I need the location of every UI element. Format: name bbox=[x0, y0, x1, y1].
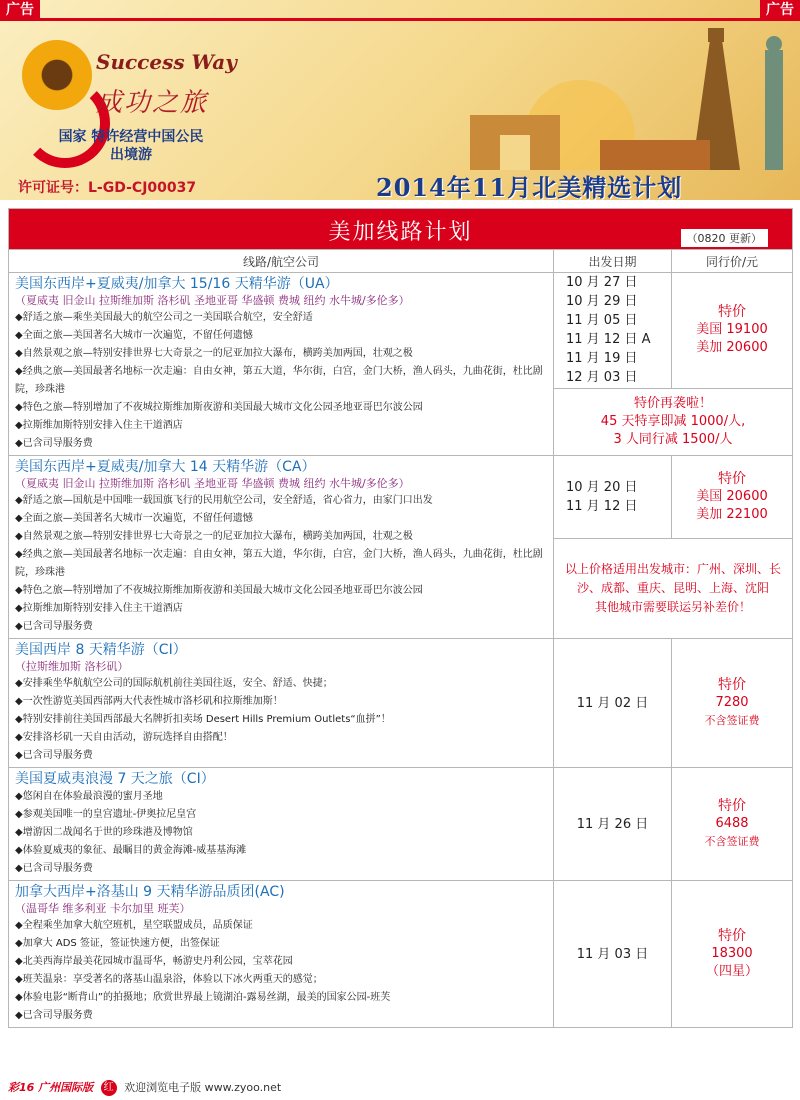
route-feature: ◆特色之旅—特别增加了不夜城拉斯维加斯夜游和美国最大城市文化公园圣地亚哥巴尔波公园 bbox=[15, 402, 423, 413]
price-label: 特价 bbox=[718, 928, 746, 944]
route-cell bbox=[9, 881, 554, 1028]
table-title: 美加线路计划 bbox=[328, 220, 473, 245]
page-number: 彩16 广州国际版 bbox=[8, 1081, 94, 1094]
table-row bbox=[9, 273, 793, 389]
departure-dates bbox=[554, 273, 672, 389]
landmarks-illustration bbox=[430, 20, 800, 170]
route-cities: （夏威夷 旧金山 拉斯维加斯 洛杉矶 圣地亚哥 华盛顿 费城 纽约 水牛城/多伦多） bbox=[15, 294, 410, 307]
price-note: 其他城市需要联运另补差价！ bbox=[595, 600, 752, 615]
price-cell bbox=[672, 881, 793, 1028]
route-feature: ◆增游因二战闻名于世的珍珠港及博物馆 bbox=[15, 827, 193, 838]
route-feature: ◆已含司导服务费 bbox=[15, 863, 93, 874]
route-feature: ◆特色之旅—特别增加了不夜城拉斯维加斯夜游和美国最大城市文化公园圣地亚哥巴尔波公园 bbox=[15, 585, 423, 596]
price-cell bbox=[672, 456, 793, 539]
table-banner bbox=[9, 209, 793, 250]
price-label: 特价 bbox=[718, 798, 746, 814]
route-title: 美国夏威夷浪漫 7 天之旅（CI） bbox=[15, 771, 215, 787]
price-cell bbox=[672, 273, 793, 389]
route-title: 美国东西岸+夏威夷/加拿大 14 天精华游（CA） bbox=[15, 459, 316, 475]
brand-name-cn: 成功之旅 bbox=[96, 88, 209, 118]
price-label: 特价 bbox=[718, 471, 746, 488]
tagline bbox=[36, 128, 226, 164]
route-feature: ◆特别安排前往美国西部最大名牌折扣卖场 Desert Hills Premium Outlets“血拼”！ bbox=[15, 714, 391, 725]
route-feature: ◆全面之旅—美国著名大城市一次遍览，不留任何遗憾 bbox=[15, 513, 253, 524]
sunflower-icon bbox=[22, 40, 92, 110]
page-footer bbox=[8, 1079, 281, 1099]
table-row bbox=[9, 639, 793, 768]
table-row bbox=[9, 881, 793, 1028]
route-feature: ◆加拿大 ADS 签证，签证快速方便，出签保证 bbox=[15, 938, 220, 949]
route-cell bbox=[9, 639, 554, 768]
ad-tag-left: 广告 bbox=[0, 0, 40, 20]
tagline-line-2: 出境游 bbox=[110, 147, 152, 163]
departure-date: 11 月 05 日 bbox=[566, 313, 638, 329]
route-feature: ◆舒适之旅—国航是中国唯一载国旗飞行的民用航空公司，安全舒适，省心省力，由家门口出发 bbox=[15, 495, 433, 506]
table-row bbox=[9, 768, 793, 881]
route-feature: ◆安排洛杉矶一天自由活动，游玩选择自由搭配！ bbox=[15, 732, 233, 743]
ad-tag-right: 广告 bbox=[760, 0, 800, 20]
page-title: 2014年11月北美精选计划 bbox=[376, 173, 683, 200]
promo-line: 特价再袭啦！ bbox=[634, 395, 713, 411]
route-feature: ◆参观美国唯一的皇宫遗址-伊奥拉尼皇宫 bbox=[15, 809, 197, 820]
price-value: 美国 19100 bbox=[696, 322, 768, 338]
route-feature: ◆拉斯维加斯特别安排入住主干道酒店 bbox=[15, 603, 183, 614]
route-feature: ◆全面之旅—美国著名大城市一次遍览，不留任何遗憾 bbox=[15, 330, 253, 341]
route-feature: ◆班芙温泉：享受著名的落基山温泉浴，体验以下冰火两重天的感觉； bbox=[15, 974, 323, 985]
departure-dates bbox=[554, 768, 672, 881]
departure-dates bbox=[554, 639, 672, 768]
route-cities: （夏威夷 旧金山 拉斯维加斯 洛杉矶 圣地亚哥 华盛顿 费城 纽约 水牛城/多伦多） bbox=[15, 477, 410, 490]
route-feature: ◆自然景观之旅—特别安排世界七大奇景之一的尼亚加拉大瀑布，横跨美加两国，壮观之极 bbox=[15, 531, 413, 542]
header-banner bbox=[0, 0, 800, 200]
price-label: 特价 bbox=[718, 304, 746, 321]
column-header-price: 同行价/元 bbox=[672, 250, 793, 273]
route-feature: ◆悠闲自在体验最浪漫的蜜月圣地 bbox=[15, 791, 163, 802]
price-note-cell bbox=[554, 539, 793, 639]
footer-text: 欢迎浏览电子版 www.zyoo.net bbox=[124, 1081, 282, 1094]
route-feature: ◆已含司导服务费 bbox=[15, 750, 93, 761]
tagline-line-1: 国家 特许经营中国公民 bbox=[58, 129, 204, 145]
route-feature: ◆经典之旅—美国最著名地标一次走遍：自由女神，第五大道，华尔街，白宫，金门大桥，渔人码头，九曲花街，杜比剧院，珍珠港 bbox=[15, 549, 543, 578]
departure-dates bbox=[554, 881, 672, 1028]
price-value: 美加 22100 bbox=[696, 507, 768, 523]
route-feature: ◆自然景观之旅—特别安排世界七大奇景之一的尼亚加拉大瀑布，横跨美加两国，壮观之极 bbox=[15, 348, 413, 359]
route-cities: （温哥华 维多利亚 卡尔加里 班芙） bbox=[15, 902, 191, 915]
promo-cell bbox=[554, 388, 793, 455]
departure-date: 11 月 12 日 A bbox=[566, 332, 651, 348]
departure-date: 10 月 27 日 bbox=[566, 275, 638, 291]
promo-line: 45 天特享即减 1000/人, bbox=[600, 413, 746, 429]
route-cities: （拉斯维加斯 洛杉矶） bbox=[15, 660, 129, 673]
route-feature: ◆拉斯维加斯特别安排入住主干道酒店 bbox=[15, 420, 183, 431]
departure-date: 10 月 29 日 bbox=[566, 294, 638, 310]
route-feature: ◆已含司导服务费 bbox=[15, 621, 93, 632]
route-feature: ◆舒适之旅—乘坐美国最大的航空公司之一美国联合航空，安全舒适 bbox=[15, 312, 313, 323]
departure-date: 11 月 03 日 bbox=[576, 946, 649, 962]
building-icon bbox=[600, 140, 710, 170]
departure-date: 12 月 03 日 bbox=[566, 370, 638, 386]
departure-date: 10 月 20 日 bbox=[566, 480, 638, 496]
price-value: 6488 bbox=[715, 816, 749, 831]
route-feature: ◆安排乘坐华航航空公司的国际航机前往美国往返，安全、舒适、快捷； bbox=[15, 678, 333, 689]
price-note: 以上价格适用出发城市：广州、深圳、长沙、成都、重庆、昆明、上海、沈阳 bbox=[565, 562, 782, 596]
route-feature: ◆体验夏威夷的象征、最瞩目的黄金海滩-威基基海滩 bbox=[15, 845, 247, 856]
route-title: 美国西岸 8 天精华游（CI） bbox=[15, 642, 187, 658]
license-number: 许可证号：L-GD-CJ00037 bbox=[18, 180, 197, 196]
departure-date: 11 月 02 日 bbox=[576, 695, 649, 711]
route-feature: ◆经典之旅—美国最著名地标一次走遍：自由女神，第五大道，华尔街，白宫，金门大桥，渔人码头，九曲花街，杜比剧院，珍珠港 bbox=[15, 366, 543, 395]
route-cell bbox=[9, 768, 554, 881]
promo-line: 3 人同行减 1500/人 bbox=[613, 431, 733, 447]
route-cell bbox=[9, 273, 554, 456]
route-feature: ◆体验电影“断背山”的拍摄地；欣赏世界最上镜湖泊-露易丝湖，最美的国家公园-班芙 bbox=[15, 992, 391, 1003]
route-cell bbox=[9, 456, 554, 639]
route-title: 美国东西岸+夏威夷/加拿大 15/16 天精华游（UA） bbox=[15, 276, 339, 292]
table-row bbox=[9, 456, 793, 539]
column-header-route: 线路/航空公司 bbox=[9, 250, 554, 273]
route-feature: ◆已含司导服务费 bbox=[15, 1010, 93, 1021]
price-cell bbox=[672, 768, 793, 881]
departure-dates bbox=[554, 456, 672, 539]
price-cell bbox=[672, 639, 793, 768]
departure-date: 11 月 19 日 bbox=[566, 351, 638, 367]
statue-icon bbox=[765, 50, 783, 170]
update-badge: （0820 更新） bbox=[681, 229, 769, 247]
price-value: 美国 20600 bbox=[696, 489, 768, 505]
route-title: 加拿大西岸+洛基山 9 天精华游品质团(AC) bbox=[15, 884, 285, 900]
price-value: 7280 bbox=[715, 695, 749, 710]
route-feature: ◆全程乘坐加拿大航空班机，星空联盟成员，品质保证 bbox=[15, 920, 253, 931]
price-note: 不含签证费 bbox=[704, 714, 760, 727]
price-value: 美加 20600 bbox=[696, 340, 768, 356]
price-note: 不含签证费 bbox=[704, 835, 760, 848]
departure-date: 11 月 26 日 bbox=[576, 816, 649, 832]
route-feature: ◆一次性游览美国西部两大代表性城市洛杉矶和拉斯维加斯！ bbox=[15, 696, 283, 707]
route-feature: ◆已含司导服务费 bbox=[15, 438, 93, 449]
route-feature: ◆北美西海岸最美花园城市温哥华，畅游史丹利公园，宝萃花园 bbox=[15, 956, 293, 967]
price-note: （四星） bbox=[706, 964, 759, 979]
brand-name-en: Success Way bbox=[96, 50, 237, 74]
column-header-date: 出发日期 bbox=[554, 250, 672, 273]
publisher-logo: 红 bbox=[101, 1080, 117, 1096]
route-plan-table bbox=[8, 208, 792, 1028]
price-label: 特价 bbox=[718, 677, 746, 693]
departure-date: 11 月 12 日 bbox=[566, 499, 638, 515]
price-value: 18300 bbox=[711, 946, 753, 961]
